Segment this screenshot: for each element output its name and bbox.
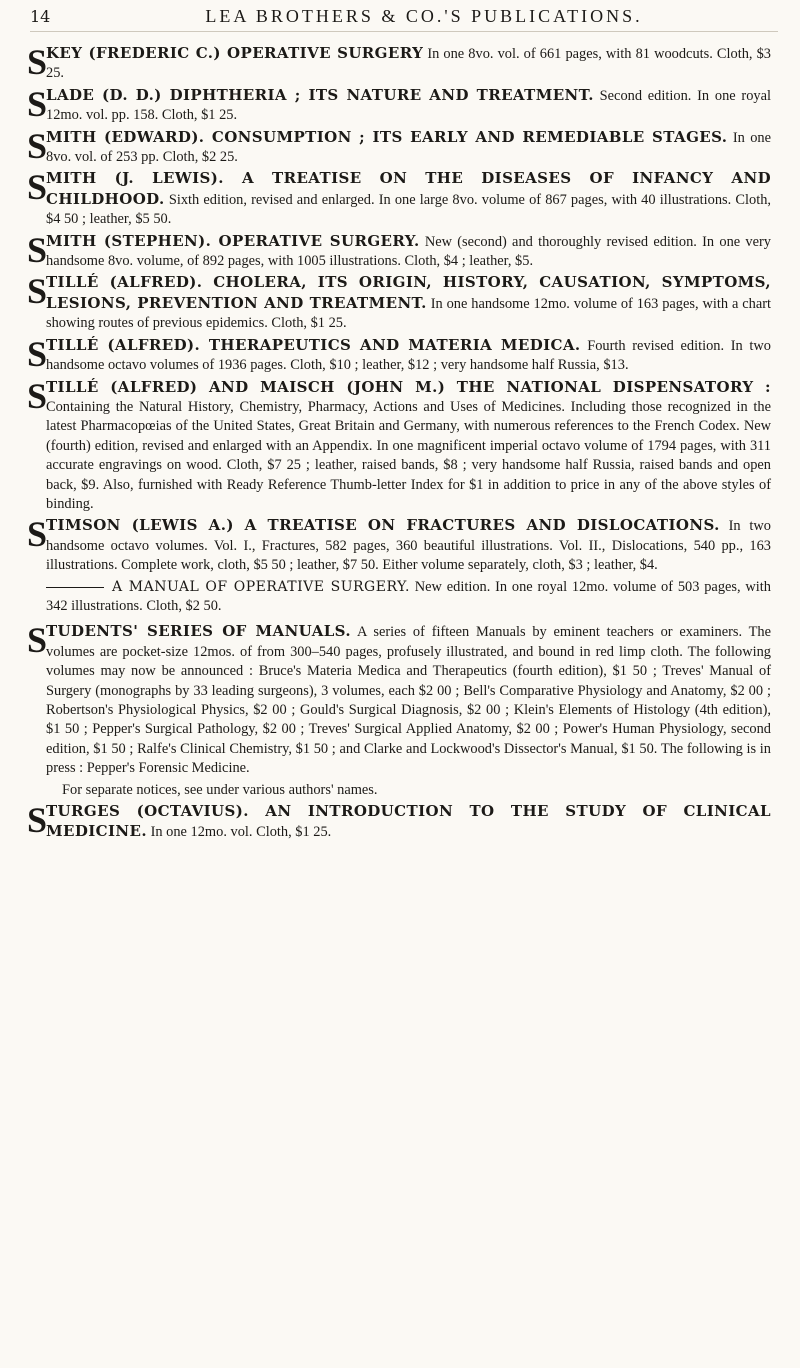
entry-heading: TILLÉ (ALFRED) AND MAISCH (JOHN M.) THE NATIONAL DISPENSATORY : bbox=[46, 377, 771, 396]
entry-heading: TILLÉ (ALFRED). THERAPEUTICS AND MATERIA MEDICA. bbox=[46, 335, 581, 354]
drop-cap: S bbox=[27, 229, 48, 270]
running-title: LEA BROTHERS & CO.'S PUBLICATIONS. bbox=[205, 6, 643, 26]
entry-body: In one 8vo. vol. of 661 pages, with 81 woodcuts. Cloth, $3 25. bbox=[46, 46, 772, 82]
sub-entry-body: New edition. In one royal 12mo. volume of 503 pages, with 342 illustrations. Cloth, $2 50. bbox=[46, 578, 771, 614]
catalog-entry bbox=[27, 622, 771, 778]
entry-body: Sixth edition, revised and enlarged. In one large 8vo. volume of 867 pages, with 40 illustrations. Cloth, $4 50 ; leather, $5 50. bbox=[46, 191, 771, 228]
sub-entry-heading: A MANUAL OF OPERATIVE SURGERY. bbox=[112, 578, 410, 595]
entry-heading: TUDENTS' SERIES OF MANUALS. bbox=[46, 622, 352, 641]
drop-cap: S bbox=[27, 83, 48, 124]
entry-body: In one handsome 12mo. volume of 163 pages, with a chart showing routes of previous epidemics. Cloth, $1 25. bbox=[46, 295, 772, 332]
catalog-entry bbox=[27, 516, 771, 575]
catalog-entry bbox=[27, 44, 771, 84]
entry-heading: TIMSON (LEWIS A.) A TREATISE ON FRACTURES AND DISLOCATIONS. bbox=[46, 516, 720, 535]
catalog-entries bbox=[27, 44, 771, 845]
drop-cap: S bbox=[27, 167, 48, 208]
catalog-entry bbox=[27, 125, 771, 168]
ditto-rule bbox=[46, 587, 104, 588]
catalog-entry bbox=[27, 802, 771, 843]
entry-body: In one 12mo. vol. Cloth, $1 25. bbox=[146, 824, 332, 841]
drop-cap: S bbox=[27, 333, 48, 374]
entry-heading: KEY (FREDERIC C.) OPERATIVE SURGERY bbox=[46, 44, 424, 62]
drop-cap: S bbox=[27, 125, 48, 166]
page-header bbox=[30, 6, 778, 32]
drop-cap: S bbox=[27, 800, 48, 841]
drop-cap: S bbox=[27, 620, 48, 661]
entry-heading: TURGES (OCTAVIUS). AN INTRODUCTION TO THE STUDY OF CLINICAL MEDICINE. bbox=[46, 802, 771, 841]
sub-entry bbox=[27, 578, 771, 617]
entry-heading: MITH (EDWARD). CONSUMPTION ; ITS EARLY AND REMEDIABLE STAGES. bbox=[46, 127, 728, 146]
cross-reference-note: For separate notices, see under various authors' names. bbox=[62, 781, 378, 798]
entry-heading: MITH (J. LEWIS). A TREATISE ON THE DISEASES OF INFANCY AND CHILDHOOD. bbox=[46, 169, 771, 208]
entry-body: In two handsome octavo volumes. Vol. I., Fractures, 582 pages, 360 beautiful illustrations. Vol. II., Dislocations, 540 pp., 163 illustrations. Complete work, cloth, $5 50 ; leather, $7 50. Either volume separately, cloth, $3 ; leather, $4. bbox=[46, 518, 771, 574]
entry-body: Fourth revised edition. In two handsome octavo volumes of 1936 pages. Cloth, $10 ; leather, $12 ; very handsome half Russia, $13. bbox=[46, 337, 771, 374]
catalog-entry bbox=[27, 83, 771, 126]
page-number: 14 bbox=[30, 7, 51, 26]
catalog-entry bbox=[27, 169, 771, 229]
entry-body: Containing the Natural History, Chemistry, Pharmacy, Actions and Uses of Medicines. Including those recognized in the latest Pharmacopœias of the United States, Great Britain and Germany, with numerous references to the French Codex. New (fourth) edition, revised and enlarged with an Appendix. In one magnificent imperial octavo volume of 1794 pages, with 311 accurate engravings on wood. Cloth, $7 25 ; leather, raised bands, $8 ; very handsome half Russia, raised bands and open back, $9. Also, furnished with Ready Reference Thumb-letter Index for $1 in addition to price in any of the above styles of binding. bbox=[46, 398, 771, 512]
entry-heading: LADE (D. D.) DIPHTHERIA ; ITS NATURE AND TREATMENT. bbox=[46, 85, 594, 104]
catalog-entry bbox=[27, 273, 771, 333]
entry-heading: MITH (STEPHEN). OPERATIVE SURGERY. bbox=[46, 231, 420, 250]
drop-cap: S bbox=[27, 375, 48, 416]
entry-body: New (second) and thoroughly revised edition. In one very handsome 8vo. volume, of 892 pages, with 1005 illustrations. Cloth, $4 ; leather, $5. bbox=[46, 233, 771, 270]
catalog-entry bbox=[27, 333, 771, 376]
drop-cap: S bbox=[27, 514, 48, 555]
drop-cap: S bbox=[27, 42, 48, 82]
entry-body: A series of fifteen Manuals by eminent teachers or examiners. The volumes are pocket-size 12mos. of from 300–540 pages, profusely illustrated, and bound in red limp cloth. The following volumes may now be announced : Bruce's Materia Medica and Therapeutics (fourth edition), $1 50 ; Treves' Manual of Surgery (monographs by 33 leading surgeons), 3 volumes, each $2 00 ; Bell's Comparative Physiology and Anatomy, $2 00 ; Robertson's Physiological Physics, $2 00 ; Gould's Surgical Diagnosis, $2 00 ; Klein's Elements of Histology (4th edition), $1 50 ; Pepper's Surgical Pathology, $2 00 ; Treves' Surgical Applied Anatomy, $2 00 ; Power's Human Physiology, second edition, $1 50 ; Ralfe's Clinical Chemistry, $1 50 ; and Clarke and Lockwood's Dissector's Manual, $1 50. The following is in press : Pepper's Forensic Medicine. bbox=[46, 624, 771, 777]
entry-body: In one 8vo. vol. of 253 pp. Cloth, $2 25. bbox=[46, 129, 771, 166]
catalog-entry bbox=[27, 229, 771, 272]
drop-cap: S bbox=[27, 271, 48, 312]
entry-heading: TILLÉ (ALFRED). CHOLERA, ITS ORIGIN, HISTORY, CAUSATION, SYMPTOMS, LESIONS, PREVENTION AND TREATMENT. bbox=[46, 273, 771, 312]
entry-body: Second edition. In one royal 12mo. vol. pp. 158. Cloth, $1 25. bbox=[46, 87, 771, 124]
catalog-entry bbox=[27, 375, 771, 515]
